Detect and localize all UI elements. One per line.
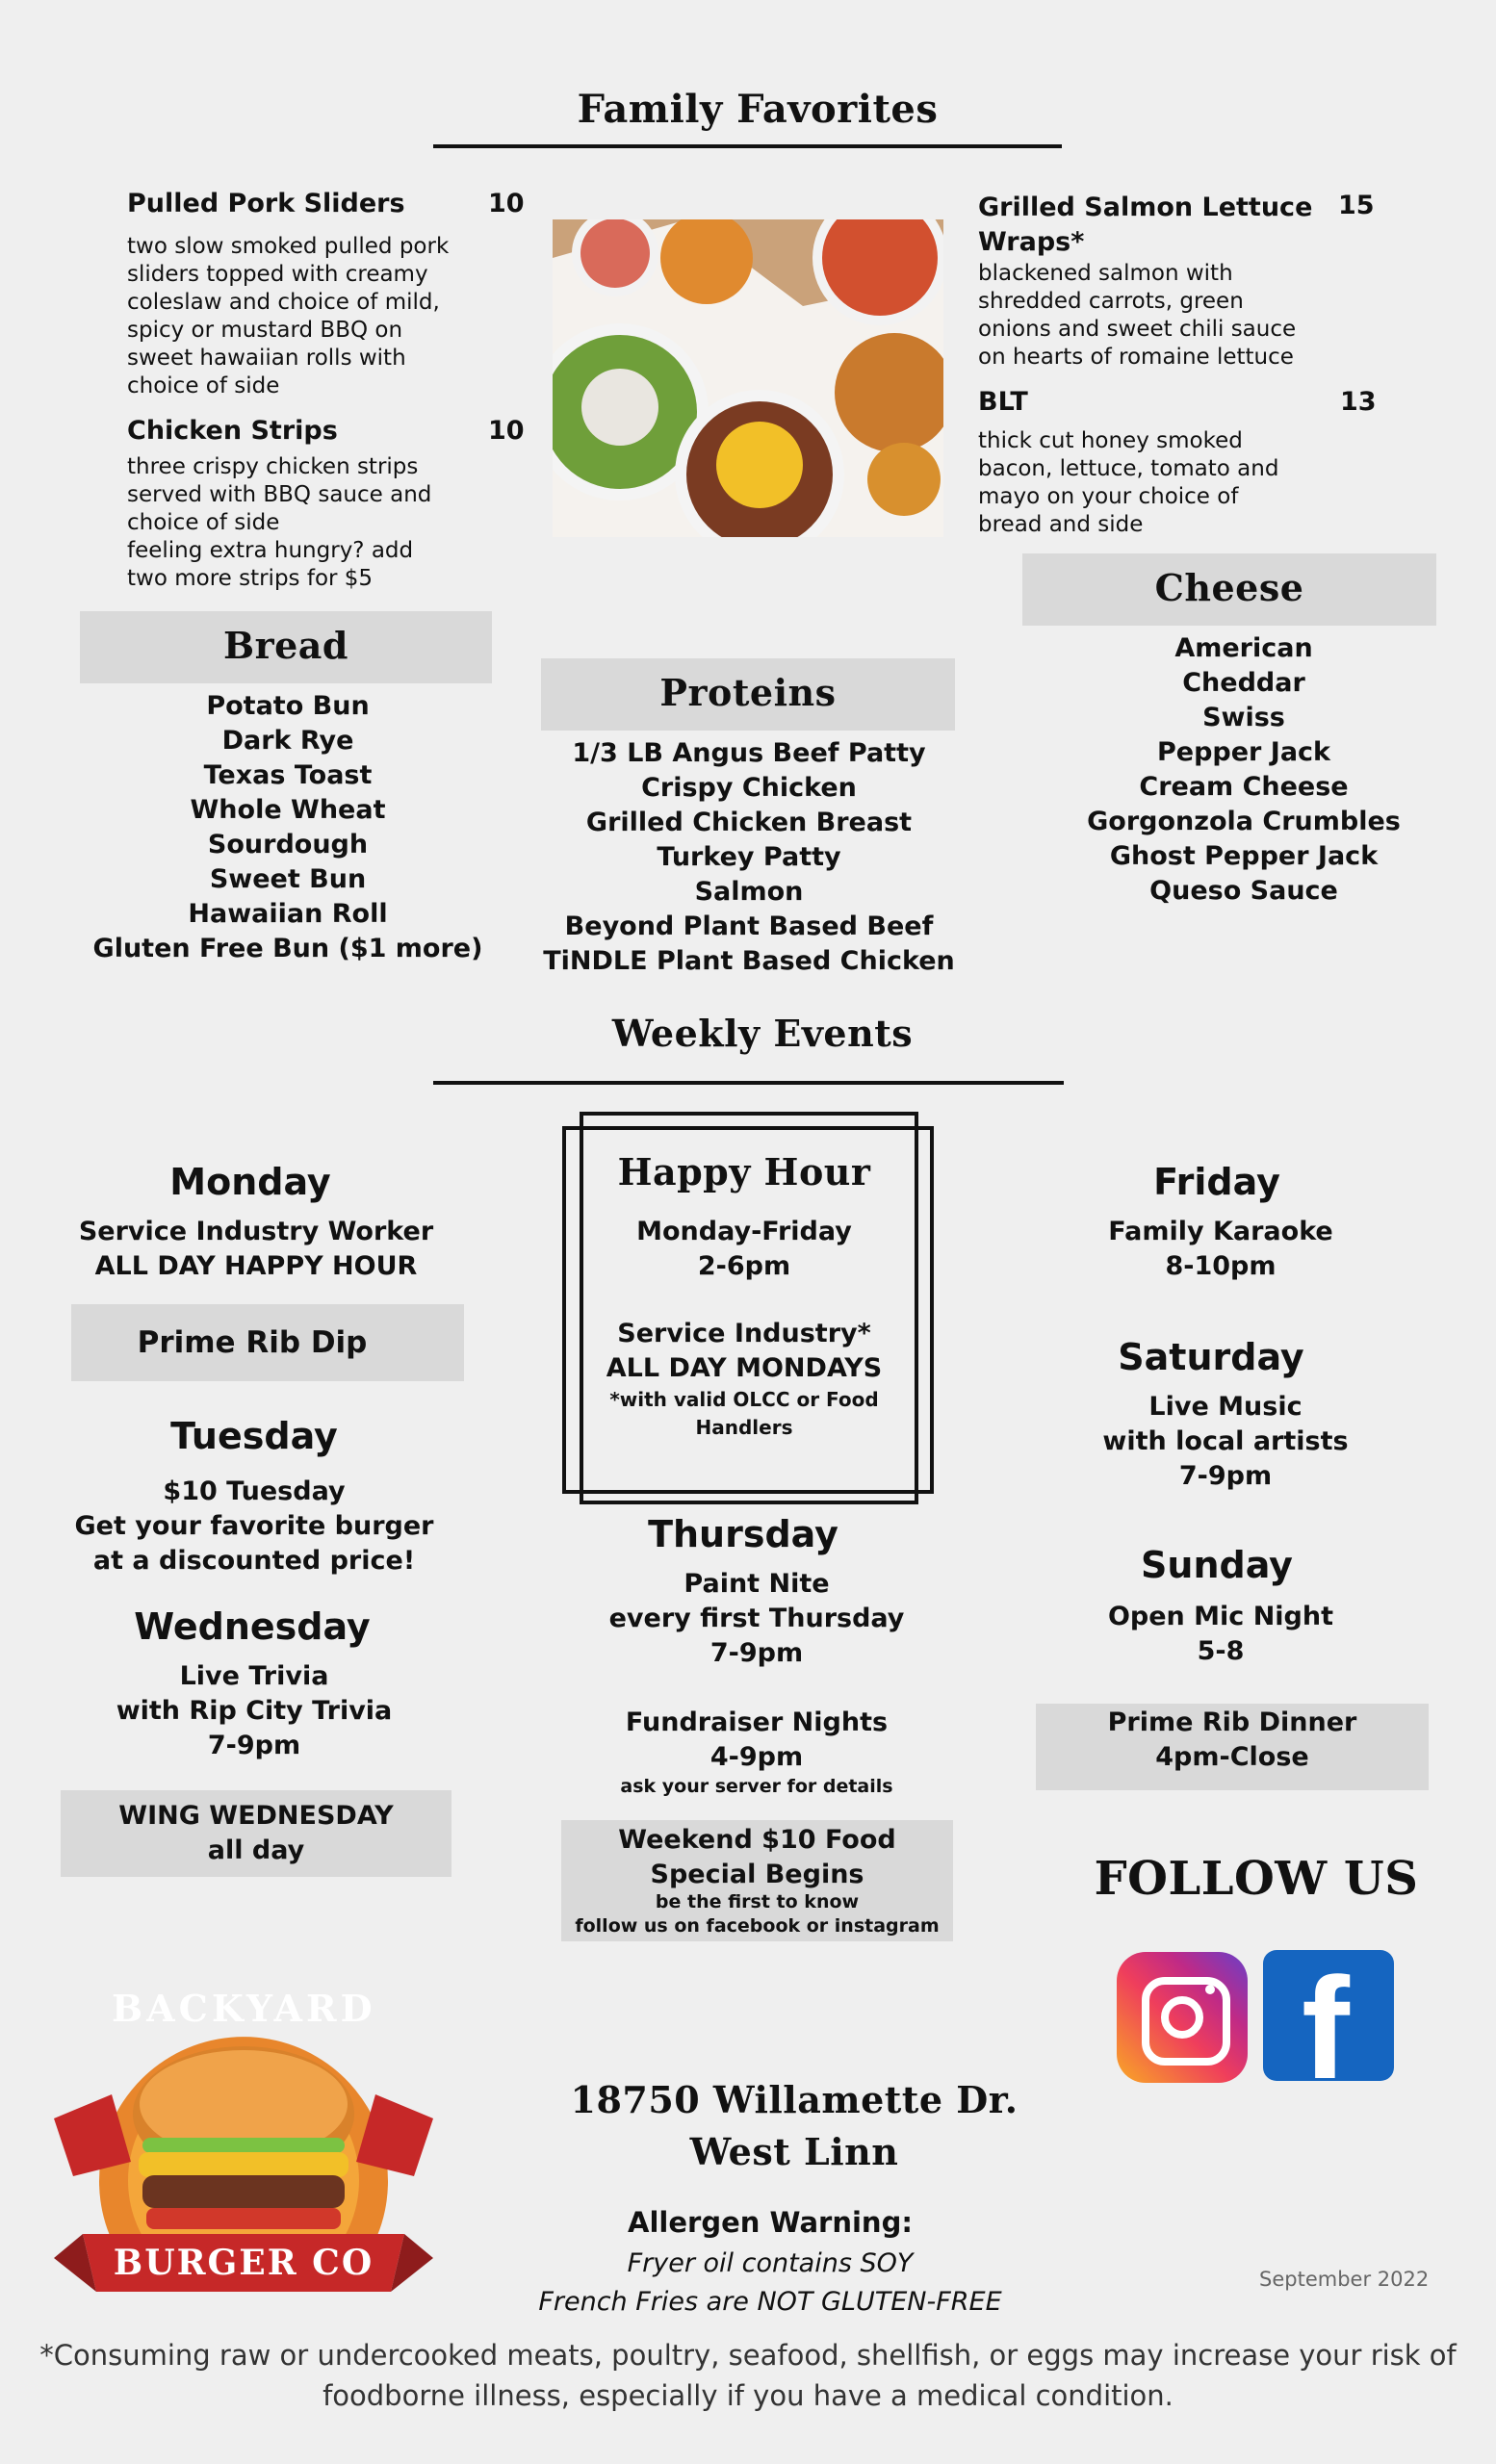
tuesday-details: $10 Tuesday Get your favorite burger at a discounted price!	[74, 1476, 434, 1576]
proteins-list	[537, 736, 961, 979]
salmon-wraps-price: 15	[1338, 191, 1375, 220]
happy-hour-times: Monday-Friday 2-6pm	[636, 1217, 852, 1281]
menu-date: September 2022	[1259, 2268, 1430, 2291]
thursday-details: Paint Nite every first Thursday 7-9pm	[608, 1569, 905, 1668]
salmon-wraps-desc: blackened salmon with shredded carrots, green onions and sweet chili sauce on hearts of romaine lettuce	[978, 261, 1297, 370]
monday-heading: Monday	[169, 1161, 331, 1203]
list-item: 1/3 LB Angus Beef Patty	[572, 738, 926, 768]
wednesday-details: Live Trivia with Rip City Trivia 7-9pm	[116, 1661, 393, 1760]
list-item: TiNDLE Plant Based Chicken	[543, 946, 955, 976]
list-item: Turkey Patty	[657, 842, 841, 872]
tuesday-heading: Tuesday	[170, 1415, 338, 1457]
food-photo	[553, 219, 943, 537]
list-item: Cream Cheese	[1139, 772, 1349, 802]
list-item: Whole Wheat	[190, 795, 386, 825]
address: 18750 Willamette Dr. West Linn	[570, 2078, 1019, 2173]
saturday-heading: Saturday	[1118, 1336, 1304, 1378]
list-item: Salmon	[694, 877, 804, 907]
list-item: Sweet Bun	[209, 864, 367, 894]
allergen-lines: Fryer oil contains SOY French Fries are NOT GLUTEN-FREE	[538, 2248, 1002, 2317]
list-item: Crispy Chicken	[641, 773, 857, 803]
pulled-pork-price: 10	[488, 189, 525, 218]
allergen-title: Allergen Warning:	[628, 2206, 913, 2239]
prime-rib-dinner: Prime Rib Dinner 4pm-Close	[1107, 1707, 1357, 1772]
bread-title: Bread	[222, 624, 348, 667]
bread-list	[80, 689, 496, 966]
weekly-events-title: Weekly Events	[611, 1012, 914, 1055]
facebook-icon[interactable]: f	[1263, 1950, 1394, 2081]
list-item: Gorgonzola Crumbles	[1087, 807, 1401, 836]
family-favorites-title: Family Favorites	[577, 87, 939, 132]
list-item: Sourdough	[207, 830, 369, 860]
list-item: Texas Toast	[203, 760, 373, 790]
list-item: Potato Bun	[206, 691, 370, 721]
cheese-title: Cheese	[1154, 566, 1304, 609]
friday-heading: Friday	[1153, 1161, 1280, 1203]
friday-details: Family Karaoke 8-10pm	[1108, 1217, 1333, 1281]
thursday-heading: Thursday	[648, 1513, 838, 1555]
saturday-details: Live Music with local artists 7-9pm	[1102, 1392, 1349, 1491]
happy-hour-note: *with valid OLCC or Food Handlers	[609, 1388, 879, 1439]
pulled-pork-name: Pulled Pork Sliders	[127, 189, 405, 218]
disclaimer: *Consuming raw or undercooked meats, poultry, seafood, shellfish, or eggs may increase your risk of foodborne illness, especially if you have a medical condition.	[39, 2339, 1457, 2412]
fundraiser-nights: Fundraiser Nights 4-9pm	[625, 1707, 889, 1772]
wing-wednesday: WING WEDNESDAY all day	[118, 1801, 394, 1865]
weekend-special: Weekend $10 Food Special Begins	[618, 1825, 896, 1889]
events-underline	[433, 1081, 1064, 1085]
list-item: Queso Sauce	[1149, 876, 1338, 906]
monday-details: Service Industry Worker ALL DAY HAPPY HOUR	[78, 1217, 434, 1281]
logo-top-text: BACKYARD	[112, 1987, 376, 2030]
title-underline	[433, 144, 1062, 148]
list-item: Swiss	[1202, 703, 1285, 732]
wednesday-heading: Wednesday	[134, 1605, 371, 1648]
blt-price: 13	[1340, 387, 1377, 417]
sunday-details: Open Mic Night 5-8	[1107, 1602, 1334, 1666]
chicken-strips-desc: three crispy chicken strips served with BBQ sauce and choice of side feeling extra hungry? add two more strips for $5	[127, 454, 432, 591]
blt-desc: thick cut honey smoked bacon, lettuce, tomato and mayo on your choice of bread and side	[978, 428, 1279, 537]
proteins-title: Proteins	[659, 671, 837, 714]
list-item: Pepper Jack	[1156, 737, 1330, 767]
happy-hour-service: Service Industry* ALL DAY MONDAYS	[606, 1319, 883, 1383]
happy-hour-title: Happy Hour	[617, 1150, 871, 1194]
prime-rib-dip: Prime Rib Dip	[137, 1325, 368, 1360]
instagram-icon[interactable]	[1117, 1952, 1248, 2083]
pulled-pork-desc: two slow smoked pulled pork sliders topped with creamy coleslaw and choice of mild, spicy or mustard BBQ on sweet hawaiian rolls with choice of side	[127, 234, 450, 398]
list-item: Ghost Pepper Jack	[1109, 841, 1379, 871]
logo-bottom-text: BURGER CO	[113, 2243, 374, 2283]
cheese-list	[1032, 631, 1456, 909]
list-item: Cheddar	[1182, 668, 1305, 698]
fundraiser-note: ask your server for details	[620, 1776, 893, 1797]
follow-us-title: FOLLOW US	[1094, 1852, 1419, 1906]
sunday-heading: Sunday	[1141, 1544, 1293, 1586]
backyard-burger-logo	[54, 1969, 433, 2316]
list-item: Gluten Free Bun ($1 more)	[92, 934, 483, 963]
list-item: Beyond Plant Based Beef	[564, 911, 934, 941]
list-item: Hawaiian Roll	[188, 899, 388, 929]
list-item: Dark Rye	[221, 726, 354, 756]
weekend-special-note: be the first to know follow us on facebook or instagram	[575, 1891, 940, 1937]
blt-name: BLT	[978, 387, 1028, 417]
list-item: Grilled Chicken Breast	[585, 808, 913, 837]
salmon-wraps-name: Grilled Salmon Lettuce Wraps*	[978, 192, 1313, 257]
list-item: American	[1174, 633, 1313, 663]
chicken-strips-price: 10	[488, 416, 525, 446]
chicken-strips-name: Chicken Strips	[127, 416, 338, 446]
